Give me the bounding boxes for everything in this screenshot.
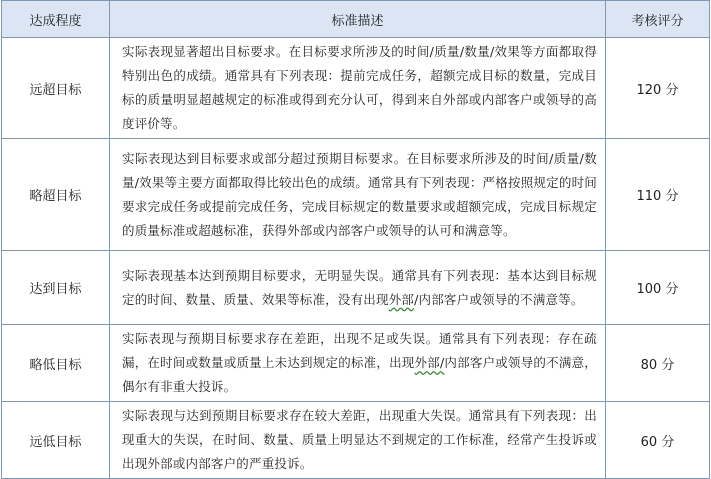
description-text: 实际表现与预期目标要求存在差距，出现不足或失误。通常具有下列表现：存在疏漏，在时间或数量或质量上未达到规定的标准，出现 bbox=[122, 331, 597, 370]
header-row bbox=[2, 1, 710, 38]
table-row bbox=[2, 38, 710, 139]
description-text: 实际表现基本达到预期目标要求，无明显失误。通常具有下列表现：基本达到目标规定的时间、数量、质量、效果等标准，没有出现 bbox=[122, 267, 597, 307]
spellcheck-underlined-text: 外部/ bbox=[414, 355, 445, 370]
table-row bbox=[2, 402, 710, 479]
description-cell: 实际表现与达到预期目标要求存在较大差距，出现重大失误。通常具有下列表现：出现重大的失误，在时间、数量、质量上明显达不到规定的工作标准，经常产生投诉或出现外部或内部客户的严重投诉。 bbox=[110, 402, 606, 479]
evaluation-table bbox=[1, 0, 710, 479]
score-cell: 100 分 bbox=[606, 251, 710, 325]
table-row bbox=[2, 139, 710, 251]
table-row bbox=[2, 325, 710, 402]
score-cell: 80 分 bbox=[606, 325, 710, 402]
description-cell: 实际表现达到目标要求或部分超过预期目标要求。在目标要求所涉及的时间/质量/数量/效果等主要方面都取得比较出色的成绩。通常具有下列表现：严格按照规定的时间要求完成任务或提前完成任务，完成目标规定的数量要求或超额完成，完成目标规定的质量标准或超越标准，获得外部或内部客户或领导的认可和满意等。 bbox=[110, 139, 606, 251]
score-cell: 120 分 bbox=[606, 38, 710, 139]
description-text: 内部客户或领导的不满意，偶尔有非重大投诉。 bbox=[122, 355, 598, 394]
spellcheck-underlined-text: 外部 bbox=[388, 291, 415, 307]
description-cell bbox=[110, 325, 606, 402]
description-cell bbox=[110, 251, 606, 325]
level-cell: 达到目标 bbox=[2, 251, 110, 325]
level-cell: 远低目标 bbox=[2, 402, 110, 479]
score-cell: 60 分 bbox=[606, 402, 710, 479]
level-cell: 略低目标 bbox=[2, 325, 110, 402]
description-cell: 实际表现显著超出目标要求。在目标要求所涉及的时间/质量/数量/效果等方面都取得特别出色的成绩。通常具有下列表现：提前完成任务，超额完成目标的数量，完成目标的质量明显超越规定的标准或得到充分认可，得到来自外部或内部客户或领导的高度评价等。 bbox=[110, 38, 606, 139]
level-cell: 略超目标 bbox=[2, 139, 110, 251]
description-text: /内部客户或领导的不满意等。 bbox=[414, 291, 584, 307]
score-cell: 110 分 bbox=[606, 139, 710, 251]
level-cell: 远超目标 bbox=[2, 38, 110, 139]
header-description: 标准描述 bbox=[110, 1, 606, 38]
header-level: 达成程度 bbox=[2, 1, 110, 38]
header-score: 考核评分 bbox=[606, 1, 710, 38]
table-row bbox=[2, 251, 710, 325]
